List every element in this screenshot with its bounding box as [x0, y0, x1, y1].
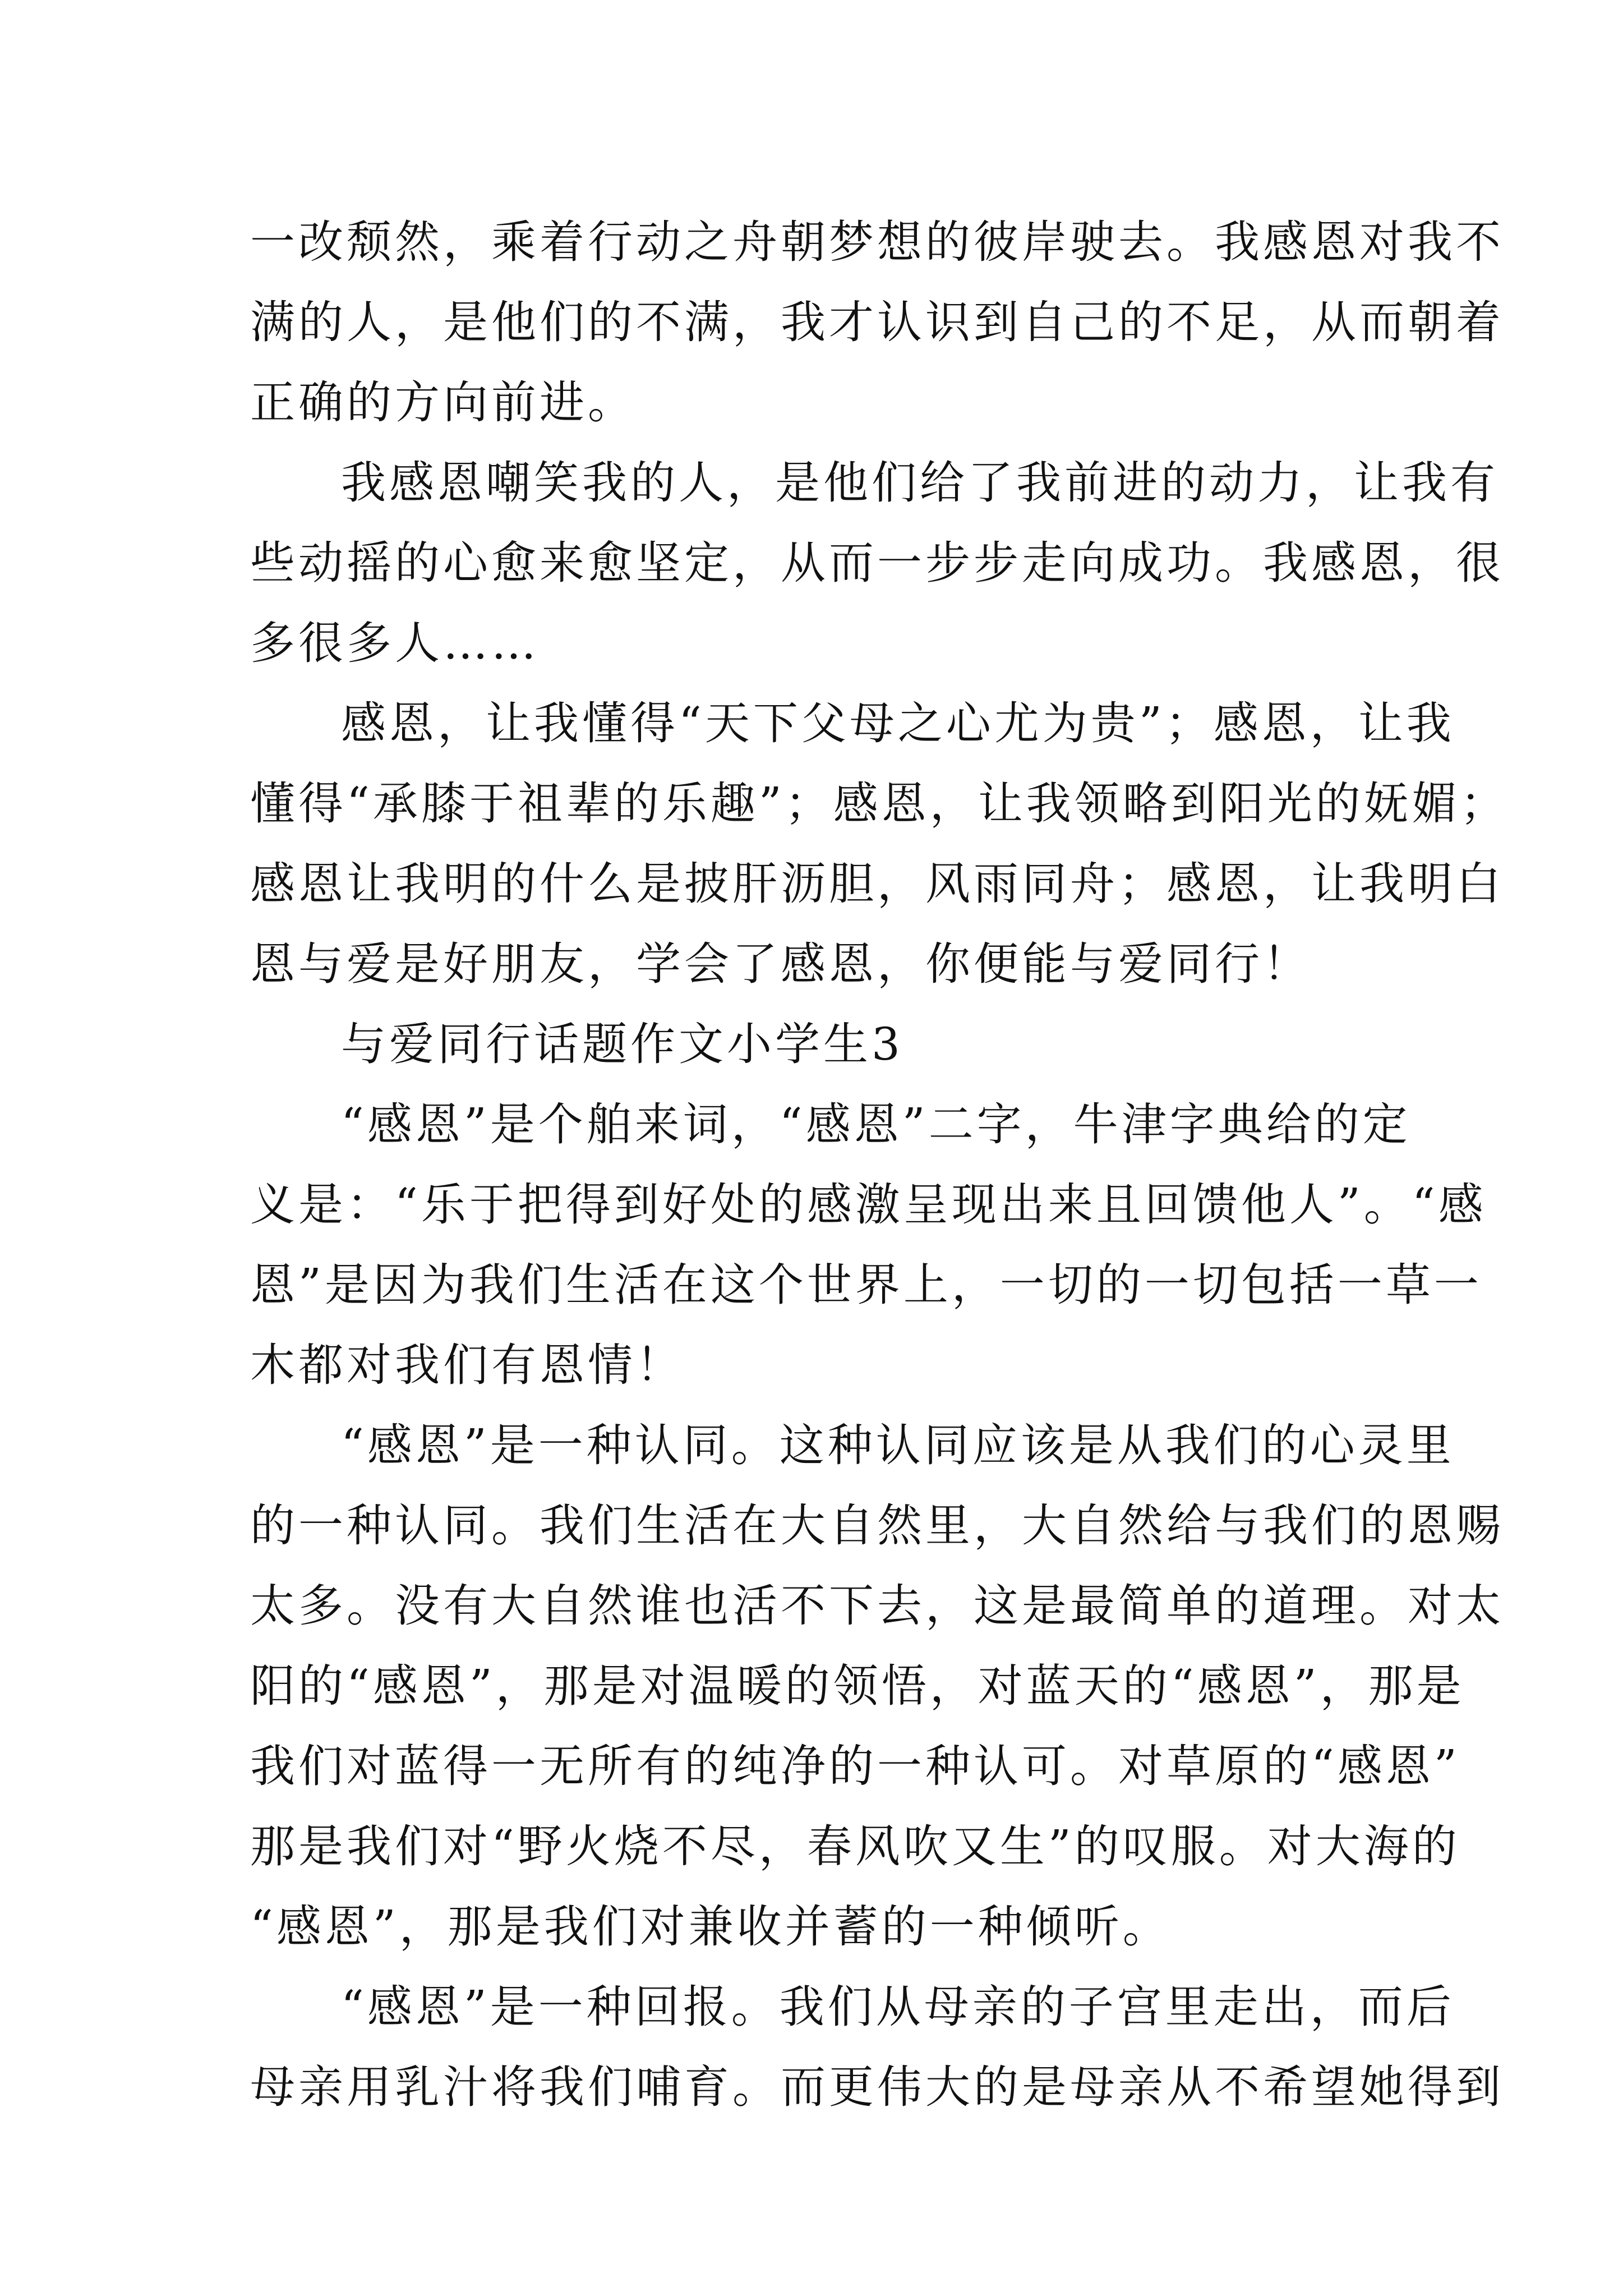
paragraph-line: 恩与爱是好朋友，学会了感恩，你便能与爱同行！ — [250, 938, 1311, 990]
paragraph — [250, 1084, 1487, 1405]
paragraph — [250, 683, 1509, 1004]
paragraph — [250, 1405, 1504, 1967]
paragraph-line: “感恩”，那是我们对兼收并蓄的一种倾听。 — [250, 1901, 1171, 1953]
paragraph-line: 我感恩嘲笑我的人，是他们给了我前进的动力，让我有 — [341, 457, 1498, 509]
paragraph-line: 那是我们对“野火烧不尽，春风吹又生”的叹服。对大海的 — [250, 1820, 1460, 1872]
paragraph-line: 一改颓然，乘着行动之舟朝梦想的彼岸驶去。我感恩对我不 — [250, 216, 1504, 268]
paragraph-line: 母亲用乳汁将我们哺育。而更伟大的是母亲从不希望她得到 — [250, 2061, 1504, 2113]
paragraph-line: 满的人，是他们的不满，我才认识到自己的不足，从而朝着 — [250, 296, 1504, 348]
paragraph-line: 些动摇的心愈来愈坚定，从而一步步走向成功。我感恩，很 — [250, 537, 1504, 589]
document-body — [250, 202, 1509, 2127]
paragraph-line: 多很多人…… — [250, 617, 540, 669]
paragraph — [250, 202, 1504, 443]
paragraph-line: “感恩”是一种回报。我们从母亲的子宫里走出，而后 — [341, 1981, 1455, 2033]
paragraph-line: 我们对蓝得一无所有的纯净的一种认可。对草原的“感恩” — [250, 1740, 1460, 1792]
paragraph-line: “感恩”是个舶来词，“感恩”二字，牛津字典给的定 — [341, 1098, 1411, 1151]
section-title-text: 与爱同行话题作文小学生3 — [341, 1018, 903, 1070]
section-title — [250, 1004, 1383, 1084]
paragraph-line: 感恩，让我懂得“天下父母之心尤为贵”；感恩，让我 — [341, 697, 1455, 749]
paragraph-line: “感恩”是一种认同。这种认同应该是从我们的心灵里 — [341, 1419, 1455, 1471]
paragraph — [250, 1967, 1504, 2127]
paragraph-line: 恩”是因为我们生活在这个世界上，一切的一切包括一草一 — [250, 1259, 1482, 1311]
paragraph-line: 阳的“感恩”，那是对温暖的领悟，对蓝天的“感恩”，那是 — [250, 1660, 1465, 1712]
paragraph-line: 感恩让我明的什么是披肝沥胆，风雨同舟；感恩，让我明白 — [250, 858, 1504, 910]
paragraph-line: 正确的方向前进。 — [250, 376, 636, 429]
paragraph-line: 木都对我们有恩情！ — [250, 1339, 684, 1391]
paragraph-line: 的一种认同。我们生活在大自然里，大自然给与我们的恩赐 — [250, 1499, 1504, 1552]
paragraph-line: 义是：“乐于把得到好处的感激呈现出来且回馈他人”。“感 — [250, 1179, 1487, 1231]
paragraph-line: 懂得“承膝于祖辈的乐趣”；感恩，让我领略到阳光的妩媚； — [250, 777, 1509, 830]
paragraph — [250, 443, 1504, 683]
paragraph-line: 太多。没有大自然谁也活不下去，这是最简单的道理。对太 — [250, 1580, 1504, 1632]
